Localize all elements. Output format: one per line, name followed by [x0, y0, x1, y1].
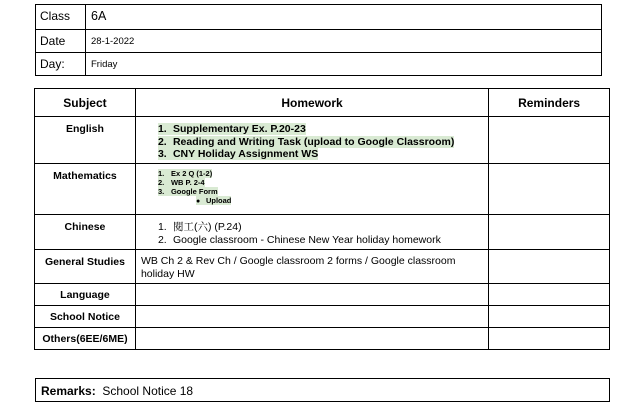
reminder-cell-language[interactable]	[489, 284, 610, 306]
date-row	[36, 30, 602, 53]
list-item-text: Ex 2 Q (1-2)	[170, 169, 213, 178]
list-item-text: 閱工(六) (P.24)	[172, 221, 242, 233]
list-number: 3.	[157, 148, 167, 160]
day-row	[36, 53, 602, 76]
reminder-cell-chinese[interactable]	[489, 215, 610, 250]
list-number: 3.	[157, 187, 165, 196]
subject-cell-chinese: Chinese	[35, 215, 136, 250]
subject-cell-others: Others(6EE/6ME)	[35, 328, 136, 350]
chinese-homework-list	[136, 215, 488, 246]
homework-cell-language[interactable]	[135, 284, 488, 306]
info-table	[35, 4, 602, 76]
language-row	[35, 284, 610, 306]
subject-cell-general-studies: General Studies	[35, 250, 136, 284]
sub-list-item	[158, 196, 488, 206]
list-item	[158, 234, 488, 247]
list-number: 1.	[157, 123, 167, 135]
class-label: Class	[36, 5, 86, 30]
list-item-text: WB P. 2-4	[170, 178, 205, 187]
subject-cell-english: English	[35, 117, 136, 164]
math-homework-list	[136, 164, 488, 206]
subject-cell-math: Mathematics	[35, 164, 136, 215]
list-item-text: Google classroom - Chinese New Year holiday homework	[172, 233, 441, 246]
remarks-label: Remarks:	[41, 384, 96, 398]
others-row	[35, 328, 610, 350]
list-item-text: Supplementary Ex. P.20-23	[172, 123, 306, 135]
list-item-text: Upload	[205, 196, 232, 205]
chinese-row	[35, 215, 610, 250]
general-studies-homework-text: WB Ch 2 & Rev Ch / Google classroom 2 forms / Google classroom holiday HW	[140, 255, 456, 280]
homework-table	[34, 88, 610, 350]
date-value[interactable]: 28-1-2022	[86, 30, 602, 53]
class-value[interactable]: 6A	[86, 5, 602, 30]
homework-cell-english[interactable]	[135, 117, 488, 164]
homework-cell-math[interactable]	[135, 164, 488, 215]
homework-header: Homework	[135, 89, 488, 117]
reminder-cell-english[interactable]	[489, 117, 610, 164]
reminder-cell-general-studies[interactable]	[489, 250, 610, 284]
list-number: 1.	[157, 169, 165, 178]
homework-cell-school-notice[interactable]	[135, 306, 488, 328]
list-item-text: Reading and Writing Task (upload to Google Classroom)	[172, 135, 455, 148]
list-item	[158, 136, 488, 149]
list-item	[158, 148, 488, 161]
list-number: 1.	[157, 221, 167, 233]
list-item	[158, 169, 488, 178]
reminder-cell-school-notice[interactable]	[489, 306, 610, 328]
list-item	[158, 123, 488, 136]
reminders-header: Reminders	[489, 89, 610, 117]
subject-cell-language: Language	[35, 284, 136, 306]
english-row	[35, 117, 610, 164]
day-label: Day:	[36, 53, 86, 76]
header-row	[35, 89, 610, 117]
remarks-box[interactable]	[35, 378, 610, 402]
list-item-text: Google Form	[170, 187, 218, 196]
list-item	[158, 187, 488, 196]
class-row	[36, 5, 602, 30]
homework-cell-chinese[interactable]	[135, 215, 488, 250]
list-number: 2.	[157, 135, 167, 148]
list-item-text: CNY Holiday Assignment WS	[172, 148, 319, 160]
general-studies-row	[35, 250, 610, 284]
date-label: Date	[36, 30, 86, 53]
list-item	[158, 221, 488, 234]
reminder-cell-others[interactable]	[489, 328, 610, 350]
list-number: 2.	[157, 178, 165, 187]
list-number: 2.	[157, 233, 167, 246]
list-item	[158, 178, 488, 187]
day-value[interactable]: Friday	[86, 53, 602, 76]
subject-header: Subject	[35, 89, 136, 117]
homework-cell-others[interactable]	[135, 328, 488, 350]
school-notice-row	[35, 306, 610, 328]
bullet-icon: ●	[195, 198, 201, 205]
reminder-cell-math[interactable]	[489, 164, 610, 215]
english-homework-list	[136, 117, 488, 161]
remarks-text: School Notice 18	[102, 384, 194, 398]
homework-cell-general-studies[interactable]	[135, 250, 488, 284]
subject-cell-school-notice: School Notice	[35, 306, 136, 328]
math-row	[35, 164, 610, 215]
